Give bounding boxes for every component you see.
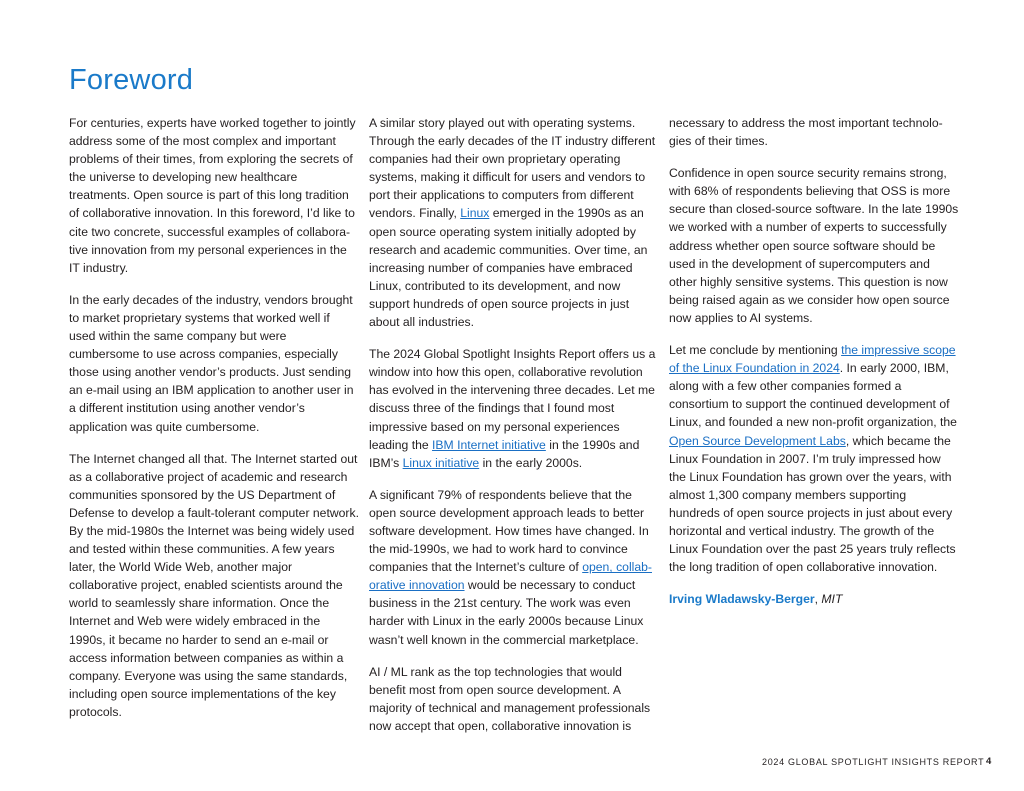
linux-initiative-link[interactable]: Linux initiative <box>402 455 480 470</box>
column-1 <box>69 114 359 735</box>
author-separator: , <box>814 592 822 607</box>
text-span: in the 1990s and IBM’s <box>369 437 640 470</box>
author-name: Irving Wladawsky-Berger <box>669 592 815 607</box>
author-affiliation: MIT <box>821 592 843 607</box>
linux-link[interactable]: Linux <box>460 206 490 221</box>
text-span: , which became the Linux Foundation in 2007. I’m truly impressed how the Linux Foundation has grown over the years, with almost 1,300 company members supporting hundreds of open source projects in just about every horizontal and vertical industry. The growth of the Linux Foundation over the past 25 years truly reflects the long tradition of open collaborative innovation. <box>669 433 956 575</box>
paragraph-intro: For centuries, experts have worked together to jointly address some of the most complex and important problems of their times, from exploring the secrets of the universe to developing new healthcare treatments. Open source is part of this long tradition of collaborative innovation. In this foreword, I’d like to cite two concrete, successful examples of collabora-tive innovation from my personal experiences in the IT industry. <box>69 116 356 275</box>
ibm-internet-initiative-link[interactable]: IBM Internet initiative <box>432 437 546 452</box>
linux-foundation-scope-link[interactable]: the impressive scope of the Linux Foundation in 2024 <box>669 343 956 376</box>
paragraph-proprietary-systems: In the early decades of the industry, vendors brought to market proprietary systems that worked well if used within the same company but were cumbersome to use across companies, especially those using another vendor’s products. Just sending an e-mail using an IBM application to another user in a different institution using another vendor’s application was quite cumbersome. <box>69 292 354 434</box>
text-span: A significant 79% of respondents believe that the open source development approach leads to better software development. How times have changed. In the mid-1990s, we had to work hard to convince companies that the Internet’s culture of <box>369 487 649 575</box>
footer-report-title: 2024 GLOBAL SPOTLIGHT INSIGHTS REPORT <box>762 757 985 767</box>
paragraph-finding-3: Confidence in open source security remains strong, with 68% of respondents believing that OSS is more secure than closed-source software. In the late 1990s we worked with a number of experts to successfully address whether open source software should be used in the development of supercomputers and other highly sensitive systems. This question is now being raised again as we consider how open source now applies to AI systems. <box>669 166 959 325</box>
paragraph-finding-2: AI / ML rank as the top technologies that would benefit most from open source development. A majority of technical and management professionals now accept that open, collaborative innovation is <box>369 664 651 733</box>
paragraph-report-window <box>369 345 659 472</box>
text-span: in the early 2000s. <box>479 455 583 470</box>
text-span: emerged in the 1990s as an open source operating system initially adopted by research and academic communities. Over time, an increasing number of companies have embraced Linux, contributed to its development, and now support hundreds of open source projects in just about all industries. <box>369 206 648 330</box>
text-span: . In early 2000, IBM, along with a few other companies formed a consortium to support the continued development of Linux, and founded a new non-profit organization, the <box>669 361 957 430</box>
column-2 <box>369 114 659 749</box>
paragraph-finding-1 <box>369 486 659 649</box>
text-span: Let me conclude by mentioning <box>669 343 842 358</box>
text-span: would be necessary to conduct business in the 21st century. The work was even harder with Linux in the early 2000s because Linux wasn’t well known in the commercial marketplace. <box>369 578 644 647</box>
column-3 <box>669 114 959 622</box>
open-collaborative-innovation-link[interactable]: open, collab-orative innovation <box>369 560 652 593</box>
paragraph-internet: The Internet changed all that. The Internet started out as a collaborative project of academic and research communities sponsored by the US Department of Defense to develop a fault-tolerant computer network. By the mid-1980s the Internet was being widely used and tested within these communities. A few years later, the World Wide Web, another major collaborative project, enabled scientists around the world to seamlessly share information. Once the Internet and Web were widely embraced in the 1990s, it became no harder to send an e-mail or access information between companies as within a company. Everyone was using the same standards, including open source implementations of the key protocols. <box>69 451 359 719</box>
page-title: Foreword <box>69 64 194 96</box>
open-source-development-labs-link[interactable]: Open Source Development Labs <box>669 433 846 448</box>
text-span: The 2024 Global Spotlight Insights Report offers us a window into how this open, collaborative revolution has evolved in the intervening three decades. Let me discuss three of the findings that I found most impressive based on my personal experiences leading the <box>369 347 656 452</box>
paragraph-operating-systems <box>369 114 659 331</box>
text-span: A similar story played out with operating systems. Through the early decades of the IT industry different companies had their own proprietary operating systems, making it difficult for users and vendors to port their applications to computers from different vendors. Finally, <box>369 116 656 221</box>
paragraph-continuation: necessary to address the most important technolo-gies of their times. <box>669 116 943 149</box>
paragraph-conclusion <box>669 341 959 576</box>
page-number: 4 <box>986 756 992 767</box>
signature <box>669 590 959 608</box>
